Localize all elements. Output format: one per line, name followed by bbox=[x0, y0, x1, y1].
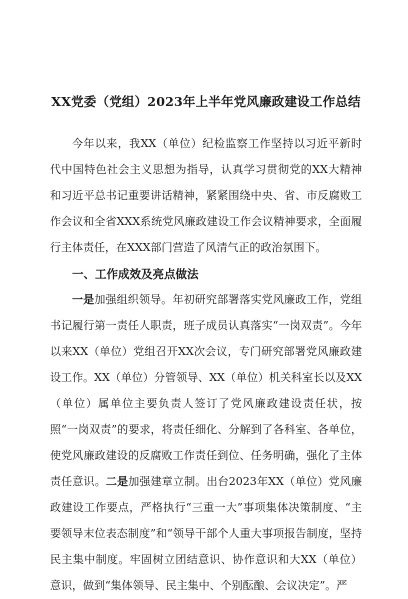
section-body-paragraph bbox=[50, 287, 362, 599]
document-title: XX党委（党组）2023年上半年党风廉政建设工作总结 bbox=[51, 94, 361, 109]
item-text-1: 加强组织领导。年初研究部署落实党风廉政工作，党组书记履行第一责任人职责，班子成员认真落实“一岗双责”。今年以来XX（单位）党组召开XX次会议，专门研究部署党风廉政建设工作。XX（单位）分管领导、XX（单位）机关科室长以及XX（单位）属单位主要负责人签订了党风廉政建设责任状，按照“一岗双责”的要求，将责任细化、分解到了各科室、各单位，使党风廉政建设的反腐败工作责任到位、任务明确，强化了主体责任意识。 bbox=[50, 293, 363, 488]
item-label-1: 一是 bbox=[72, 293, 95, 306]
section-heading: 一、工作成效及亮点做法 bbox=[72, 267, 199, 281]
item-text-2: 加强建章立制。出台2023年XX（单位）党风廉政建设工作要点，严格执行“三重一大”事项集体决策制度、“主要领导末位表态制度”和“领导干部个人重大事项报告制度，坚持民主集中制度。牢固树立团结意识、协作意识和大XX（单位）意识，做到“集体领导、民主集中、个别酝酿、会议决定”。严 bbox=[50, 475, 363, 592]
item-label-2: 二是 bbox=[105, 475, 129, 488]
intro-paragraph: 今年以来，我XX（单位）纪检监察工作坚持以习近平新时代中国特色社会主义思想为指导，认真学习贯彻党的XX大精神和习近平总书记重要讲话精神，紧紧围绕中央、省、市反腐败工作会议和全省XXX系统党风廉政建设工作会议精神要求，全面履行主体责任，在XXX部门营造了风清气正的政治氛围下。 bbox=[50, 137, 362, 254]
